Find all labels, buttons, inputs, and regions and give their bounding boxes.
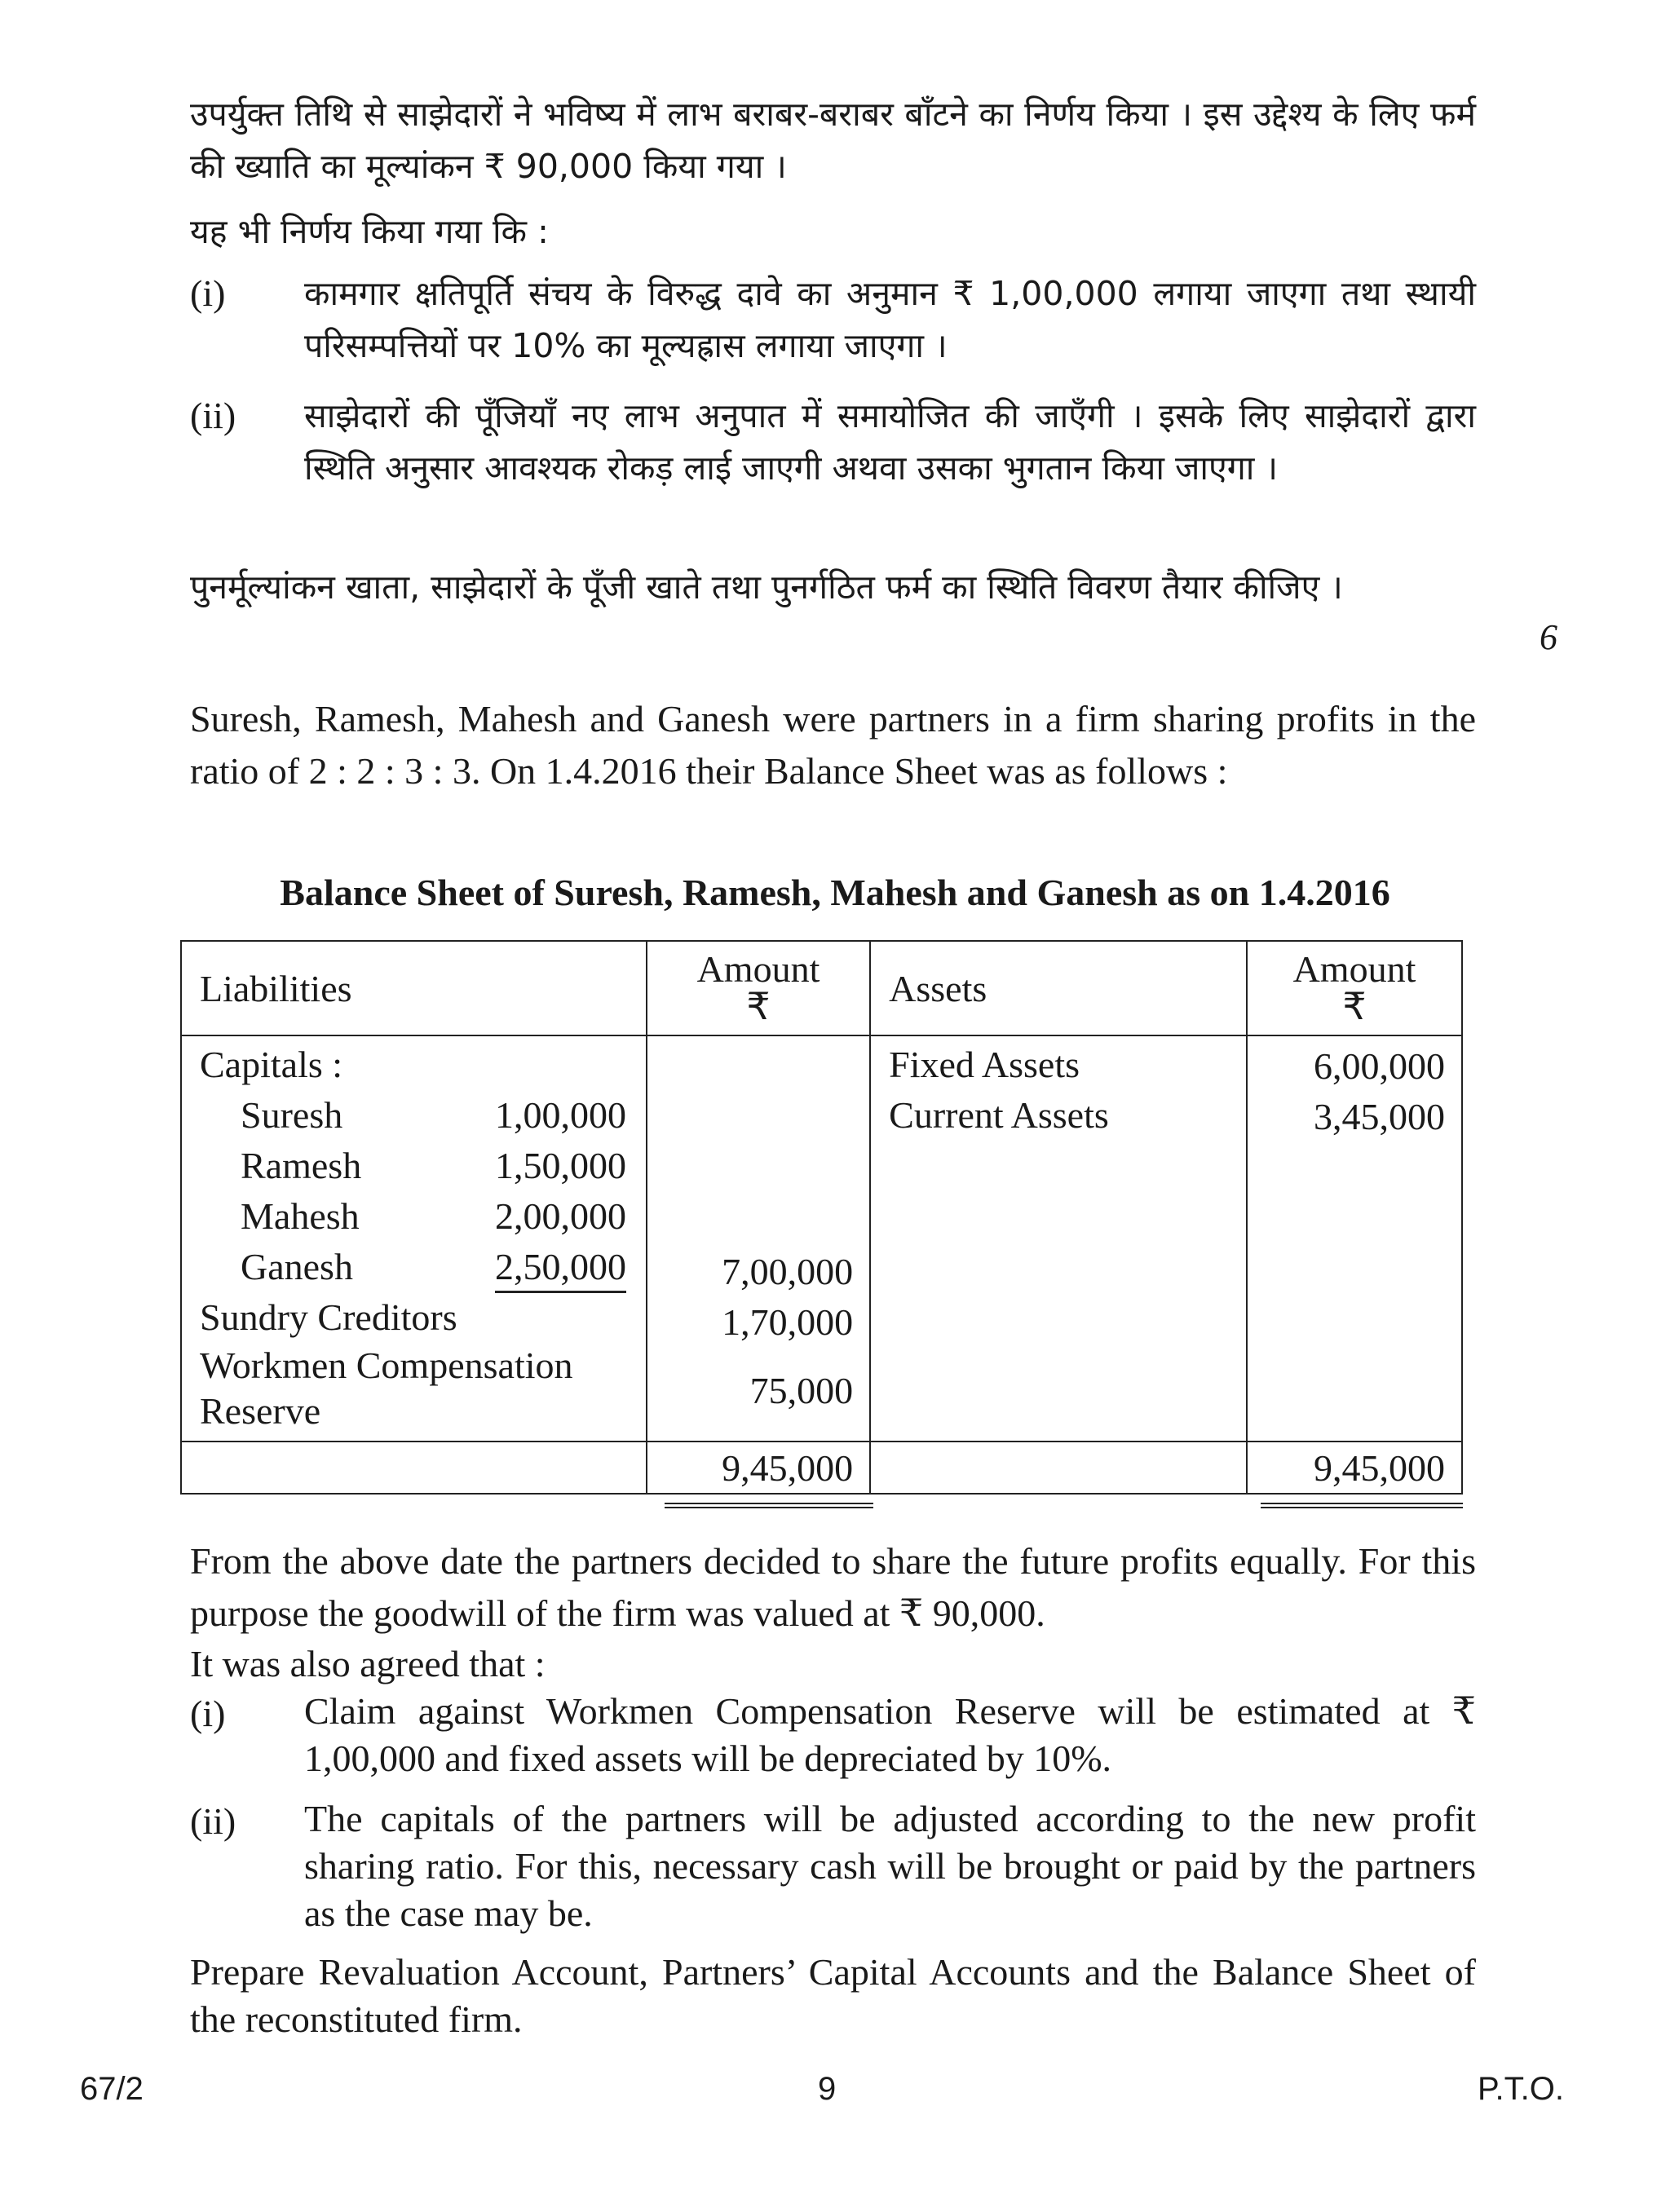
sundry-creditors-amount: 1,70,000 — [722, 1301, 854, 1343]
paper-code: 67/2 — [80, 2071, 144, 2107]
asset-name: Current Assets — [889, 1094, 1109, 1136]
header-amount-label: Amount — [696, 948, 820, 990]
marks: 6 — [1540, 617, 1557, 657]
wcr-label-line-1: Workmen Compensation — [200, 1344, 573, 1386]
asset-name: Fixed Assets — [889, 1044, 1080, 1085]
balance-sheet-table — [180, 940, 1463, 1495]
hindi-prepare-paragraph: पुनर्मूल्यांकन खाता, साझेदारों के पूँजी खाते तथा पुनर्गठित फर्म का स्थिति विवरण तैयार कीजिए । — [190, 567, 1343, 607]
partner-row — [182, 1090, 646, 1141]
english-item-1 — [190, 1688, 1476, 1792]
hindi-item-2 — [190, 390, 1476, 546]
total-assets-amount: 9,45,000 — [1247, 1442, 1462, 1494]
english-item-2-number: (ii) — [190, 1800, 236, 1842]
english-decided-paragraph: From the above date the partners decided to share the future profits equally. For this purpose the goodwill of the firm was valued at ₹ 90,000. — [190, 1540, 1476, 1634]
asset-amount: 6,00,000 — [1314, 1045, 1445, 1087]
header-rupee-symbol: ₹ — [746, 986, 771, 1027]
hindi-item-1-text: कामगार क्षतिपूर्ति संचय के विरुद्ध दावे का अनुमान ₹ 1,00,000 लगाया जाएगा तथा स्थायी परिसम्पत्तियों पर 10% का मूल्यह्रास लगाया जाएगा । — [304, 274, 1476, 365]
partner-capital — [463, 1242, 626, 1292]
capitals-label: Capitals : — [200, 1044, 343, 1085]
wcr-amount: 75,000 — [749, 1370, 854, 1411]
english-agreed-line: It was also agreed that : — [190, 1643, 546, 1684]
workmen-compensation-reserve-label — [182, 1343, 646, 1434]
partner-capital: 1,50,000 — [495, 1145, 626, 1186]
partner-capital: 2,00,000 — [495, 1195, 626, 1237]
partner-name: Ramesh — [241, 1145, 362, 1186]
partner-capital-underlined: 2,50,000 — [495, 1246, 626, 1293]
partner-name: Mahesh — [241, 1195, 360, 1237]
english-item-1-text: Claim against Workmen Compensation Reserve will be estimated at ₹ 1,00,000 and fixed assets will be depreciated by 10%. — [304, 1690, 1476, 1779]
table-total-row — [181, 1442, 1462, 1494]
wcr-label-line-2: Reserve — [200, 1390, 321, 1432]
partner-capital: 1,00,000 — [495, 1094, 626, 1136]
header-rupee-symbol: ₹ — [1342, 986, 1367, 1027]
hindi-item-2-number: (ii) — [190, 395, 236, 436]
balance-sheet-heading: Balance Sheet of Suresh, Ramesh, Mahesh and Ganesh as on 1.4.2016 — [280, 872, 1390, 913]
header-amount-assets — [1248, 948, 1461, 1027]
capitals-total-amount: 7,00,000 — [722, 1251, 854, 1292]
partner-name: Ganesh — [241, 1246, 353, 1287]
hindi-item-2-text: साझेदारों की पूँजियाँ नए लाभ अनुपात में समायोजित की जाएँगी । इसके लिए साझेदारों द्वारा स्थिति अनुसार आवश्यक रोकड़ लाई जाएगी अथवा उसका भुगतान किया जाएगा । — [304, 396, 1476, 488]
english-item-2-text: The capitals of the partners will be adjusted according to the new profit sharing ratio. For this, necessary cash will be brought or paid by the partners as the case may be. — [304, 1798, 1476, 1934]
total-liabilities-amount: 9,45,000 — [647, 1442, 870, 1494]
hindi-agreed-line: यह भी निर्णय किया गया कि : — [190, 212, 549, 251]
header-assets: Assets — [889, 967, 987, 1009]
header-liabilities: Liabilities — [200, 967, 352, 1009]
partner-row — [182, 1141, 646, 1191]
total-double-underline-left — [665, 1503, 873, 1508]
page-number: 9 — [818, 2071, 837, 2107]
table-header-row — [181, 941, 1462, 1035]
table-body-row — [181, 1035, 1462, 1442]
sundry-creditors-label: Sundry Creditors — [200, 1296, 457, 1338]
header-amount-liabilities — [647, 948, 869, 1027]
header-amount-label: Amount — [1292, 948, 1416, 990]
pto-label: P.T.O. — [1478, 2071, 1564, 2107]
english-intro-paragraph: Suresh, Ramesh, Mahesh and Ganesh were partners in a firm sharing profits in the ratio of 2 : 2 : 3 : 3. On 1.4.2016 their Balance Sheet was as follows : — [190, 698, 1476, 792]
english-item-1-number: (i) — [190, 1693, 226, 1734]
hindi-item-1-number: (i) — [190, 272, 226, 314]
asset-amount: 3,45,000 — [1314, 1096, 1445, 1137]
total-double-underline-right — [1261, 1503, 1463, 1508]
english-item-2 — [190, 1795, 1476, 1942]
hindi-item-1 — [190, 267, 1476, 372]
hindi-intro-paragraph: उपर्युक्त तिथि से साझेदारों ने भविष्य में लाभ बराबर-बराबर बाँटने का निर्णय किया । इस उद्देश्य के लिए फर्म की ख्याति का मूल्यांकन ₹ 90,000 किया गया । — [190, 95, 1476, 186]
partner-name: Suresh — [241, 1094, 343, 1136]
partner-row — [182, 1242, 646, 1292]
partner-row — [182, 1191, 646, 1242]
english-prepare-paragraph: Prepare Revaluation Account, Partners’ Capital Accounts and the Balance Sheet of the reconstituted firm. — [190, 1951, 1476, 2040]
